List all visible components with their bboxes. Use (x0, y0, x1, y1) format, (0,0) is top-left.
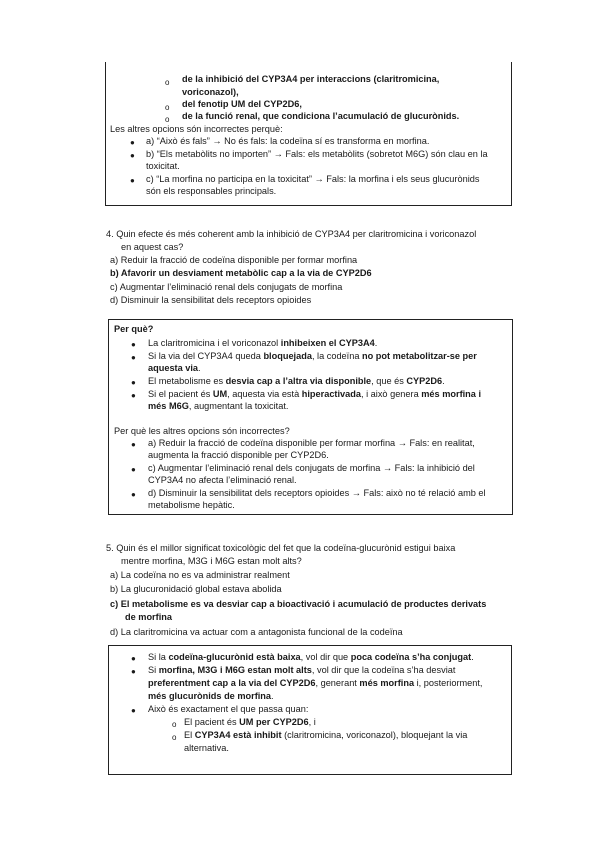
bullet-text: c) “La morfina no participa en la toxicitat” → Fals: la morfina i els seus glucurònids (146, 174, 480, 184)
circle-bullet: o (165, 115, 170, 124)
question-5: 5. Quin és el millor significat toxicològic del fet que la codeïna-glucurònid estigui baixa (106, 543, 456, 553)
other-options-heading: Per què les altres opcions són incorrectes? (114, 426, 290, 436)
bullet: ● (131, 654, 136, 663)
bullet: ● (130, 151, 135, 160)
bullet-text: a) Reduir la fracció de codeïna disponible per formar morfina → Fals: en realitat, (148, 438, 475, 448)
bullet: ● (131, 490, 136, 499)
box-intro: Les altres opcions són incorrectes perquè: (110, 124, 283, 134)
bullet-text: Si la via del CYP3A4 queda bloquejada, la codeïna no pot metabolitzar-se per (148, 351, 477, 361)
option-b: b) La glucuronidació global estava abolida (110, 584, 282, 594)
question-4: 4. Quin efecte és més coherent amb la inhibició de CYP3A4 per claritromicina i voriconazol (106, 229, 477, 239)
bullet: ● (131, 353, 136, 362)
question-4-cont: en aquest cas? (121, 242, 184, 252)
circle-bullet: o (172, 733, 177, 742)
sub-point: El pacient és UM per CYP2D6, i (184, 717, 316, 727)
option-c-correct: c) El metabolisme es va desviar cap a bioactivació i acumulació de productes derivats (110, 599, 487, 609)
option-c: c) Augmentar l’eliminació renal dels conjugats de morfina (110, 282, 343, 292)
bullet-text: augmenta la fracció disponible per CYP2D6. (148, 450, 329, 460)
bullet: ● (131, 391, 136, 400)
circle-bullet: o (165, 78, 170, 87)
option-b-correct: b) Afavorir un desviament metabòlic cap a la via de CYP2D6 (110, 268, 372, 278)
option-a: a) Reduir la fracció de codeïna disponible per formar morfina (110, 255, 358, 265)
bullet-text: d) Disminuir la sensibilitat dels receptors opioides → Fals: això no té relació amb el (148, 488, 486, 498)
option-d: d) Disminuir la sensibilitat dels receptors opioides (110, 295, 312, 305)
bullet: ● (131, 667, 136, 676)
bullet: ● (130, 138, 135, 147)
bullet-text: són els responsables principals. (146, 186, 277, 196)
circle-bullet: o (172, 720, 177, 729)
bullet: ● (131, 378, 136, 387)
bullet-text: Si el pacient és UM, aquesta via està hiperactivada, i això genera més morfina i (148, 389, 482, 399)
bullet: ● (131, 706, 136, 715)
sub-point: voriconazol), (182, 87, 239, 97)
bullet: ● (131, 465, 136, 474)
box-title: Per què? (114, 324, 154, 334)
bullet: ● (131, 340, 136, 349)
sub-point: alternativa. (184, 743, 229, 753)
sub-point: de la inhibició del CYP3A4 per interaccions (claritromicina, (182, 74, 440, 84)
bullet-text: més glucurònids de morfina. (148, 691, 274, 701)
bullet-text: Això és exactament el que passa quan: (148, 704, 309, 714)
bullet: ● (131, 440, 136, 449)
bullet-text: metabolisme hepàtic. (148, 500, 235, 510)
bullet-text: b) “Els metabòlits no importen” → Fals: els metabòlits (sobretot M6G) són clau en la (146, 149, 488, 159)
circle-bullet: o (165, 103, 170, 112)
bullet-text: c) Augmentar l’eliminació renal dels conjugats de morfina → Fals: la inhibició del (148, 463, 475, 473)
sub-point: El CYP3A4 està inhibit (claritromicina, voriconazol), bloquejant la via (184, 730, 468, 740)
bullet-text: aquesta via. (148, 363, 201, 373)
bullet-text: toxicitat. (146, 161, 180, 171)
question-5-cont: mentre morfina, M3G i M6G estan molt alts? (121, 556, 302, 566)
bullet-text: Si la codeïna-glucurònid està baixa, vol dir que poca codeïna s’ha conjugat. (148, 652, 474, 662)
bullet-text: CYP3A4 no afecta l’eliminació renal. (148, 475, 297, 485)
bullet: ● (130, 176, 135, 185)
sub-point: de la funció renal, que condiciona l’acumulació de glucurònids. (182, 111, 460, 121)
option-a: a) La codeïna no es va administrar realment (110, 570, 290, 580)
bullet-text: preferentment cap a la via del CYP2D6, generant més morfina i, posteriorment, (148, 678, 483, 688)
option-c-correct-cont: de morfina (125, 612, 172, 622)
bullet-text: Si morfina, M3G i M6G estan molt alts, vol dir que la codeïna s’ha desviat (148, 665, 456, 675)
sub-point: del fenotip UM del CYP2D6, (182, 99, 302, 109)
bullet-text: El metabolisme es desvia cap a l’altra via disponible, que és CYP2D6. (148, 376, 445, 386)
bullet-text: més M6G, augmentant la toxicitat. (148, 401, 289, 411)
bullet-text: a) “Això és fals” → No és fals: la codeïna sí es transforma en morfina. (146, 136, 430, 146)
option-d: d) La claritromicina va actuar com a antagonista funcional de la codeïna (110, 627, 403, 637)
bullet-text: La claritromicina i el voriconazol inhibeixen el CYP3A4. (148, 338, 378, 348)
